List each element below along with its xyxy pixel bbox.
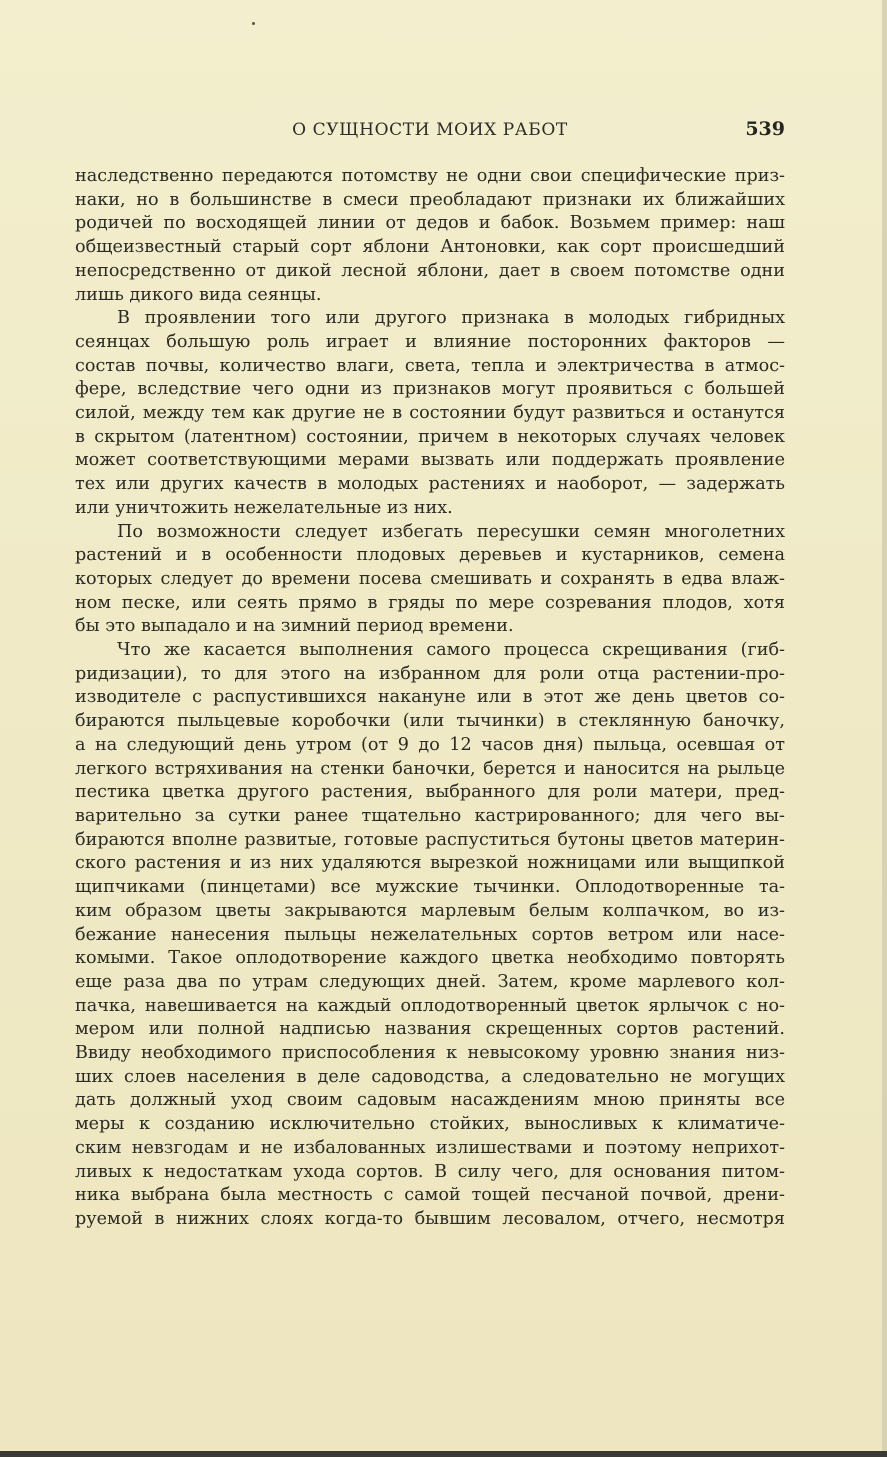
text-line: ном песке, или сеять прямо в гряды по мере созревания плодов, хотя bbox=[75, 592, 785, 613]
text-line: сеянцах большую роль играет и влияние посторонних факторов — bbox=[75, 331, 785, 352]
page-edge-right bbox=[882, 0, 887, 1457]
page-edge-bottom bbox=[0, 1451, 887, 1457]
text-line: мером или полной надписью названия скрещенных сортов растений. bbox=[75, 1019, 785, 1040]
paragraph-4 bbox=[75, 639, 785, 1232]
page-number: 539 bbox=[745, 118, 785, 140]
text-line: наследственно передаются потомству не одни свои специфические приз- bbox=[75, 166, 785, 186]
text-line: родичей по восходящей линии от дедов и бабок. Возьмем пример: наш bbox=[75, 213, 785, 234]
text-line: ским невзгодам и не избалованных излишествами и поэтому неприхот- bbox=[75, 1137, 785, 1158]
text-line: непосредственно от дикой лесной яблони, дает в своем потомстве одни bbox=[75, 260, 785, 281]
text-line: фере, вследствие чего одни из признаков могут проявиться с большей bbox=[75, 379, 785, 400]
text-line: ридизации), то для этого на избранном для роли отца растении-про- bbox=[75, 663, 785, 684]
text-line: В проявлении того или другого признака в молодых гибридных bbox=[117, 308, 785, 329]
text-line: ского растения и из них удаляются вырезкой ножницами или выщипкой bbox=[75, 853, 785, 874]
text-line: а на следующий день утром (от 9 до 12 часов дня) пыльца, осевшая от bbox=[75, 734, 785, 755]
text-line: может соответствующими мерами вызвать или поддержать проявление bbox=[75, 450, 785, 471]
text-line: в скрытом (латентном) состоянии, причем в некоторых случаях человек bbox=[75, 426, 785, 447]
paragraph-3 bbox=[75, 521, 785, 640]
text-line: Что же касается выполнения самого процесса скрещивания (гиб- bbox=[117, 640, 785, 661]
text-line: ливых к недостаткам ухода сортов. В силу чего, для основания питом- bbox=[75, 1161, 785, 1182]
text-line: пачка, навешивается на каждый оплодотворенный цветок ярлычок с но- bbox=[75, 995, 785, 1016]
page-header bbox=[75, 118, 785, 144]
text-line: общеизвестный старый сорт яблони Антоновки, как сорт происшедший bbox=[75, 237, 785, 258]
text-line: варительно за сутки ранее тщательно кастрированного; для чего вы- bbox=[75, 805, 785, 826]
running-head: О СУЩНОСТИ МОИХ РАБОТ bbox=[292, 120, 568, 140]
text-line: бираются пыльцевые коробочки (или тычинки) в стеклянную баночку, bbox=[75, 711, 785, 732]
text-line: щипчиками (пинцетами) все мужские тычинки. Оплодотворенные та- bbox=[75, 877, 785, 898]
text-line: бежание нанесения пыльцы нежелательных сортов ветром или насе- bbox=[75, 924, 785, 945]
text-line: которых следует до времени посева смешивать и сохранять в едва влаж- bbox=[75, 568, 785, 589]
body-text bbox=[75, 165, 785, 1232]
text-line: Ввиду необходимого приспособления к невысокому уровню знания низ- bbox=[75, 1043, 785, 1064]
text-line: комыми. Такое оплодотворение каждого цветка необходимо повторять bbox=[75, 948, 785, 969]
text-line: ших слоев населения в деле садоводства, а следовательно не могущих bbox=[75, 1066, 785, 1087]
text-line: меры к созданию исключительно стойких, выносливых к климатиче- bbox=[75, 1114, 785, 1135]
text-line: наки, но в большинстве в смеси преобладают признаки их ближайших bbox=[75, 189, 785, 210]
text-line: еще раза два по утрам следующих дней. Затем, кроме марлевого кол- bbox=[75, 971, 785, 992]
text-line: пестика цветка другого растения, выбранного для роли матери, пред- bbox=[75, 782, 785, 803]
text-line: лишь дикого вида сеянцы. bbox=[75, 284, 322, 305]
paragraph-2 bbox=[75, 307, 785, 520]
ink-speck bbox=[252, 22, 255, 25]
text-line: растений и в особенности плодовых деревьев и кустарников, семена bbox=[75, 545, 785, 566]
text-line: силой, между тем как другие не в состоянии будут развиться и останутся bbox=[75, 403, 785, 424]
text-line: ника выбрана была местность с самой тощей песчаной почвой, дрени- bbox=[75, 1185, 785, 1206]
text-line: тех или других качеств в молодых растениях и наоборот, — задержать bbox=[75, 474, 785, 495]
text-line: По возможности следует избегать пересушки семян многолетних bbox=[117, 521, 785, 542]
text-line: легкого встряхивания на стенки баночки, берется и наносится на рыльце bbox=[75, 758, 785, 779]
text-line: бы это выпадало и на зимний период времени. bbox=[75, 616, 514, 637]
text-line: или уничтожить нежелательные из них. bbox=[75, 497, 453, 518]
text-line: бираются вполне развитые, готовые распуститься бутоны цветов материн- bbox=[75, 829, 785, 850]
text-line: руемой в нижних слоях когда-то бывшим лесовалом, отчего, несмотря bbox=[75, 1208, 785, 1229]
text-line: изводителе с распустившихся накануне или в этот же день цветов со- bbox=[75, 687, 785, 708]
text-line: ким образом цветы закрываются марлевым белым колпачком, во из- bbox=[75, 900, 785, 921]
text-line: дать должный уход своим садовым насаждениям мною приняты все bbox=[75, 1090, 785, 1111]
text-line: состав почвы, количество влаги, света, тепла и электричества в атмос- bbox=[75, 355, 785, 376]
paragraph-1 bbox=[75, 165, 785, 307]
